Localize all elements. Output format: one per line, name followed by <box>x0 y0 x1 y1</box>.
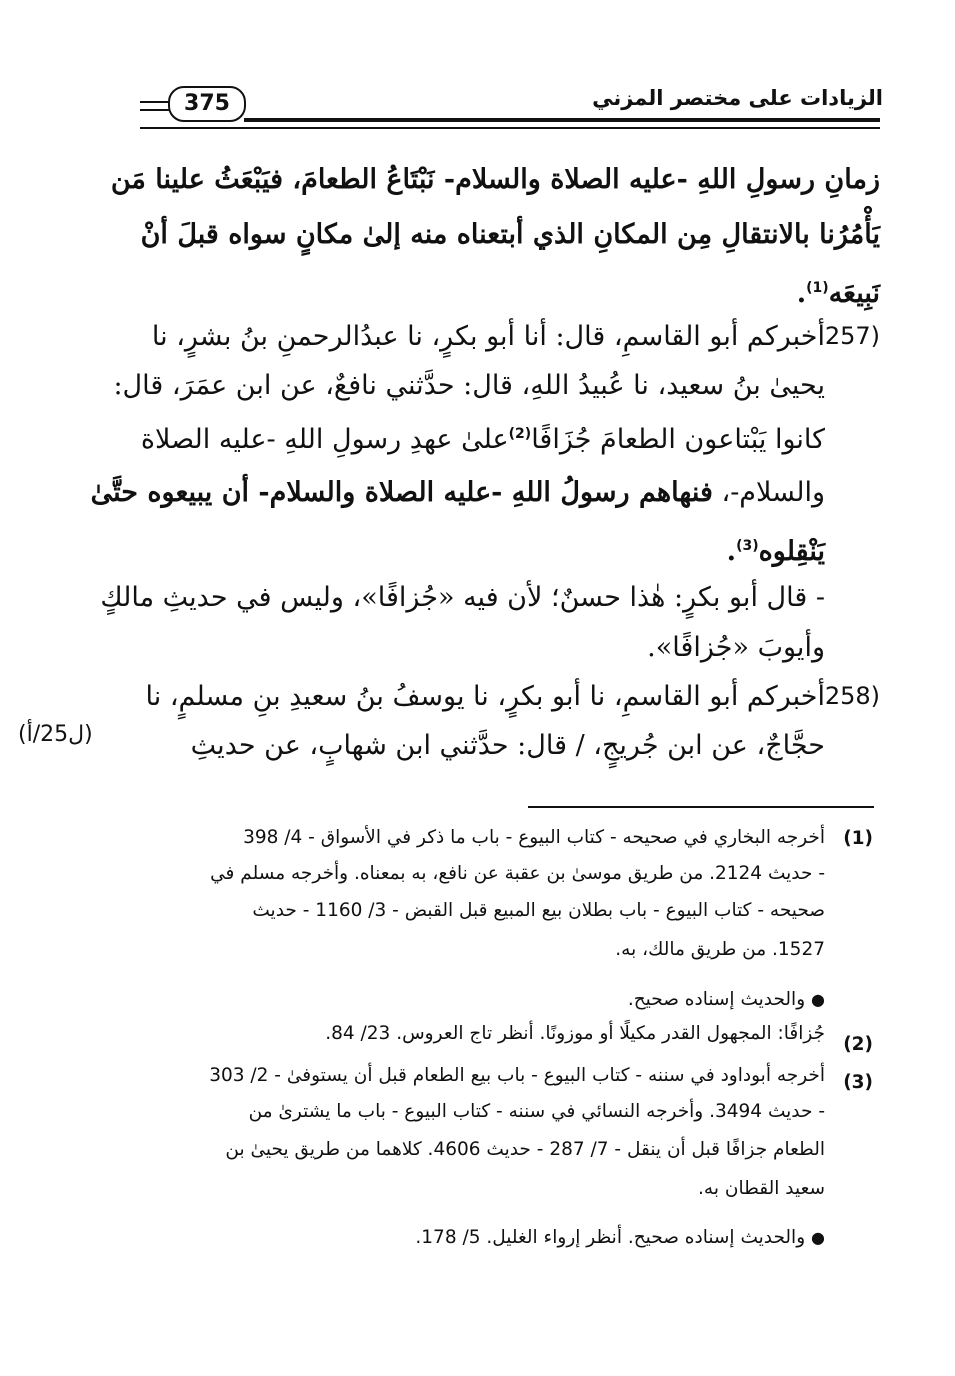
page-number: 375 <box>168 86 246 122</box>
text-line: أخبركم أبو القاسمِ، قال: أنا أبو بكرٍ، نا عبدُالرحمنِ بنُ بشرٍ، نا <box>151 321 825 352</box>
footnote-number: (2) <box>843 1034 873 1055</box>
running-header-title: الزيادات على مختصر المزني <box>592 86 883 110</box>
text-fragment: علىٰ عهدِ رسولِ اللهِ -عليه الصلاة <box>140 424 509 455</box>
footnote-ref: (2) <box>508 426 532 442</box>
text-fragment: . <box>796 278 807 309</box>
text-fragment: والسلام-، <box>712 477 825 508</box>
text-fragment: والحديث إسناده صحيح. أنظر إرواء الغليل. 5/ 178. <box>415 1227 806 1248</box>
footnote-line: صحيحه - كتاب البيوع - باب بطلان بيع المبيع قبل القبض - 3/ 1160 - حديث <box>252 900 825 921</box>
text-line <box>797 268 880 314</box>
footnote-ref: (3) <box>736 538 759 554</box>
hadith-number: 258) <box>824 682 880 710</box>
footnote-number: (3) <box>843 1072 873 1093</box>
footnote-line: سعيد القطان به. <box>698 1178 825 1199</box>
text-line: حجَّاجٌ، عن ابن جُريجٍ، / قال: حدَّثني ابن شهابٍ، عن حديثِ <box>190 730 825 761</box>
footnote-line <box>628 986 825 1014</box>
text-fragment: والحديث إسناده صحيح. <box>627 989 806 1010</box>
footnote-line: أخرجه البخاري في صحيحه - كتاب البيوع - باب ما ذكر في الأسواق - 4/ 398 <box>243 827 825 848</box>
footnote-number: (1) <box>843 828 873 849</box>
header-rule-left-1 <box>140 101 170 103</box>
manuscript-folio-note: (ل25/أ) <box>18 722 93 747</box>
header-rule-thin <box>140 127 880 129</box>
footnote-line: - حديث 2124. من طريق موسىٰ بن عقبة عن نافع، به بمعناه. وأخرجه مسلم في <box>210 863 825 884</box>
header-rule-left-2 <box>140 109 170 111</box>
bullet-icon: ● <box>811 990 825 1009</box>
footnote-line <box>415 1224 825 1252</box>
footnote-line: أخرجه أبوداود في سننه - كتاب البيوع - باب بيع الطعام قبل أن يستوفىٰ - 2/ 303 <box>209 1065 825 1086</box>
footnote-line: 1527. من طريق مالك، به. <box>615 939 825 960</box>
footnote-line: الطعام جزافًا قبل أن ينقل - 7/ 287 - حديث 4606. كلاهما من طريق يحيىٰ بن <box>225 1139 825 1160</box>
text-line: يحيىٰ بنُ سعيد، نا عُبيدُ اللهِ، قال: حدَّثني نافعٌ، عن ابن عمَرَ، قال: <box>113 370 825 401</box>
text-line: زمانِ رسولِ اللهِ -عليه الصلاة والسلام- نَبْتَاعُ الطعامَ، فيَبْعَثُ علينا مَن <box>110 164 880 195</box>
text-line: - قال أبو بكرٍ: هٰذا حسنٌ؛ لأن فيه «جُزافًا»، وليس في حديثِ مالكٍ <box>100 582 825 613</box>
text-fragment: كانوا يَبْتاعون الطعامَ جُزَافًا <box>531 424 825 455</box>
footnote-separator <box>528 806 874 808</box>
text-line <box>91 473 825 513</box>
text-line <box>141 414 825 460</box>
text-fragment-bold: فنهاهم رسولُ اللهِ -عليه الصلاة والسلام- أن يبيعوه حتَّىٰ <box>90 477 713 508</box>
footnote-ref: (1) <box>806 280 829 296</box>
text-fragment: يَنْقِلوه <box>758 536 825 567</box>
header-rule-thick <box>244 118 880 122</box>
footnote-line: - حديث 3494. وأخرجه النسائي في سننه - كتاب البيوع - باب ما يشترىٰ من <box>248 1101 825 1122</box>
hadith-number: 257) <box>824 322 880 350</box>
text-line <box>727 526 825 572</box>
footnote-line: جُزافًا: المجهول القدر مكيلًا أو موزونًا. أنظر تاج العروس. 23/ 84. <box>325 1023 825 1044</box>
text-line: يَأْمُرُنا بالانتقالِ مِن المكانِ الذي أبتعناه منه إلىٰ مكانٍ سواه قبلَ أنْ <box>140 219 880 250</box>
text-line: أخبركم أبو القاسمِ، نا أبو بكرٍ، نا يوسفُ بنُ سعيدِ بنِ مسلمٍ، نا <box>145 681 825 712</box>
text-fragment: . <box>726 536 737 567</box>
bullet-icon: ● <box>811 1228 825 1247</box>
text-line: وأيوبَ «جُزافًا». <box>647 632 825 663</box>
text-fragment: نَبِيعَه <box>828 278 880 309</box>
